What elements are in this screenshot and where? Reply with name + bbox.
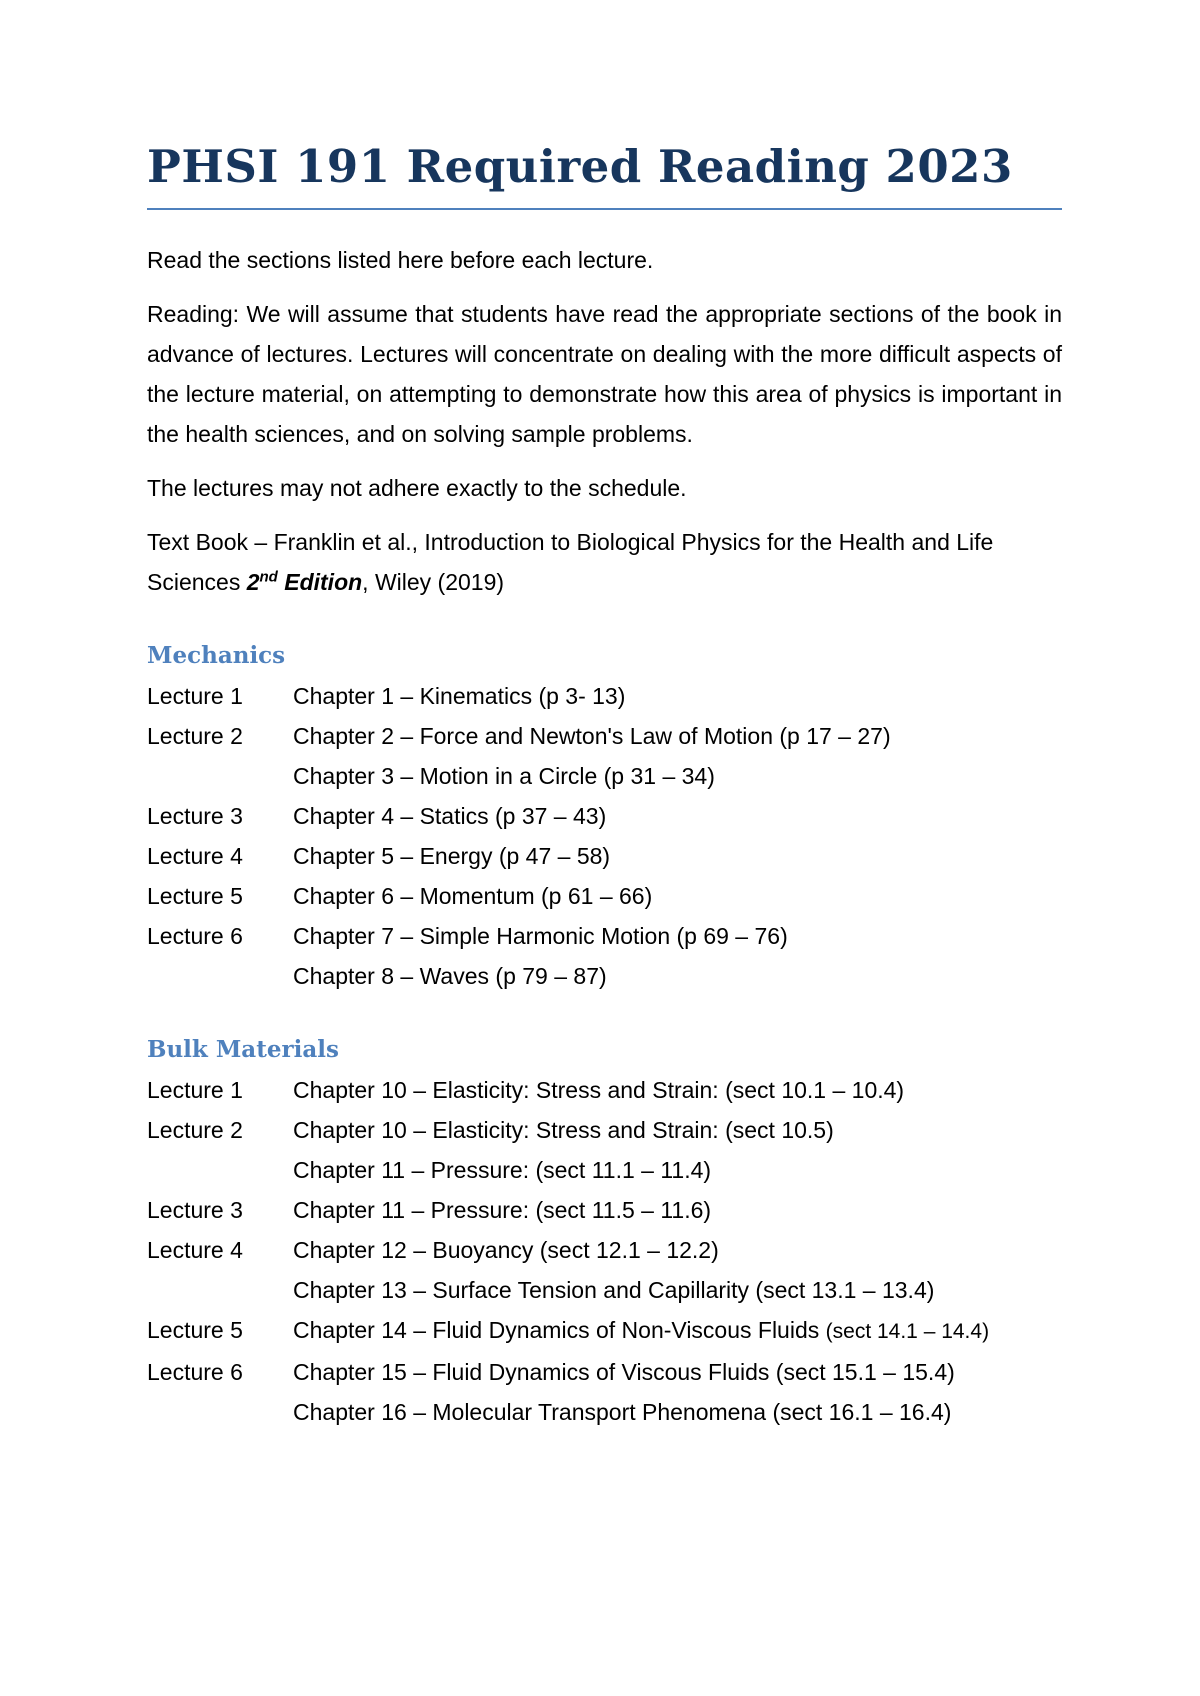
reading-row [147, 716, 1062, 756]
lecture-label [147, 756, 293, 796]
chapter-reading: Chapter 12 – Buoyancy (sect 12.1 – 12.2) [293, 1237, 719, 1263]
bulk-materials-heading: Bulk Materials [147, 1036, 339, 1063]
schedule-note: The lectures may not adhere exactly to the schedule. [147, 475, 687, 501]
textbook-suffix: , Wiley (2019) [362, 569, 505, 595]
chapter-reading: Chapter 2 – Force and Newton's Law of Motion (p 17 – 27) [293, 723, 891, 749]
chapter-reading: Chapter 11 – Pressure: (sect 11.5 – 11.6) [293, 1197, 712, 1223]
reading-row [147, 796, 1062, 836]
reading-row [147, 1392, 1062, 1432]
reading-row [147, 1352, 1062, 1392]
reading-row [147, 1110, 1062, 1150]
reading-row [147, 1230, 1062, 1270]
lecture-label: Lecture 2 [147, 723, 243, 749]
lecture-label: Lecture 3 [147, 803, 243, 829]
chapter-sections: (sect 14.1 – 14.4) [825, 1320, 990, 1343]
reading-row [147, 836, 1062, 876]
reading-row [147, 1310, 1062, 1352]
lecture-label: Lecture 2 [147, 1117, 243, 1143]
lecture-label: Lecture 3 [147, 1197, 243, 1223]
reading-paragraph: Reading: We will assume that students have read the appropriate sections of the book in advance of lectures. Lectures will concentrate on dealing with the more difficult aspects of the lecture material, on attempting to demonstrate how this area of physics is important in the health sciences, and on solving sample problems. [147, 301, 1062, 447]
chapter-reading: Chapter 13 – Surface Tension and Capillarity (sect 13.1 – 13.4) [293, 1277, 935, 1303]
reading-row [147, 756, 1062, 796]
edition-word: Edition [277, 569, 363, 595]
chapter-reading: Chapter 5 – Energy (p 47 – 58) [293, 843, 611, 869]
reading-row [147, 916, 1062, 956]
intro-paragraph: Read the sections listed here before each lecture. [147, 247, 654, 273]
edition-number: 2 [246, 569, 260, 595]
reading-row [147, 1150, 1062, 1190]
chapter-reading: Chapter 11 – Pressure: (sect 11.1 – 11.4) [293, 1157, 712, 1183]
reading-row [147, 876, 1062, 916]
chapter-reading: Chapter 4 – Statics (p 37 – 43) [293, 803, 607, 829]
lecture-label: Lecture 5 [147, 1317, 243, 1343]
lecture-label: Lecture 6 [147, 1359, 243, 1385]
chapter-title: Chapter 14 – Fluid Dynamics of Non-Viscous Fluids [293, 1317, 826, 1343]
reading-row [147, 1270, 1062, 1310]
lecture-label [147, 1150, 293, 1190]
lecture-label [147, 1392, 293, 1432]
edition-superscript: nd [259, 568, 278, 586]
chapter-reading: Chapter 8 – Waves (p 79 – 87) [293, 963, 607, 989]
lecture-label [147, 1270, 293, 1310]
lecture-label: Lecture 4 [147, 1237, 243, 1263]
chapter-reading: Chapter 7 – Simple Harmonic Motion (p 69 – 76) [293, 923, 788, 949]
lecture-label: Lecture 6 [147, 923, 243, 949]
chapter-reading: Chapter 10 – Elasticity: Stress and Strain: (sect 10.5) [293, 1117, 834, 1143]
lecture-label [147, 956, 293, 996]
lecture-label: Lecture 4 [147, 843, 243, 869]
mechanics-heading: Mechanics [147, 642, 286, 669]
chapter-reading: Chapter 10 – Elasticity: Stress and Strain: (sect 10.1 – 10.4) [293, 1077, 905, 1103]
lecture-label: Lecture 1 [147, 683, 243, 709]
chapter-reading [293, 1310, 1062, 1352]
lecture-label: Lecture 5 [147, 883, 243, 909]
textbook-prefix: Text Book – Franklin et al., Introduction to Biological Physics for the Health and Life Sciences [147, 529, 994, 595]
textbook-edition [247, 569, 362, 595]
bulk-materials-list [147, 1070, 1062, 1432]
page-title: PHSI 191 Required Reading 2023 [147, 140, 1062, 210]
reading-row [147, 676, 1062, 716]
textbook-reference [147, 522, 1062, 602]
reading-row [147, 1070, 1062, 1110]
chapter-reading: Chapter 3 – Motion in a Circle (p 31 – 34) [293, 763, 715, 789]
mechanics-list [147, 676, 1062, 996]
lecture-label: Lecture 1 [147, 1077, 243, 1103]
reading-row [147, 1190, 1062, 1230]
reading-row [147, 956, 1062, 996]
chapter-reading: Chapter 15 – Fluid Dynamics of Viscous Fluids (sect 15.1 – 15.4) [293, 1359, 955, 1385]
chapter-reading: Chapter 6 – Momentum (p 61 – 66) [293, 883, 653, 909]
chapter-reading: Chapter 16 – Molecular Transport Phenomena (sect 16.1 – 16.4) [293, 1399, 952, 1425]
chapter-reading: Chapter 1 – Kinematics (p 3- 13) [293, 683, 626, 709]
